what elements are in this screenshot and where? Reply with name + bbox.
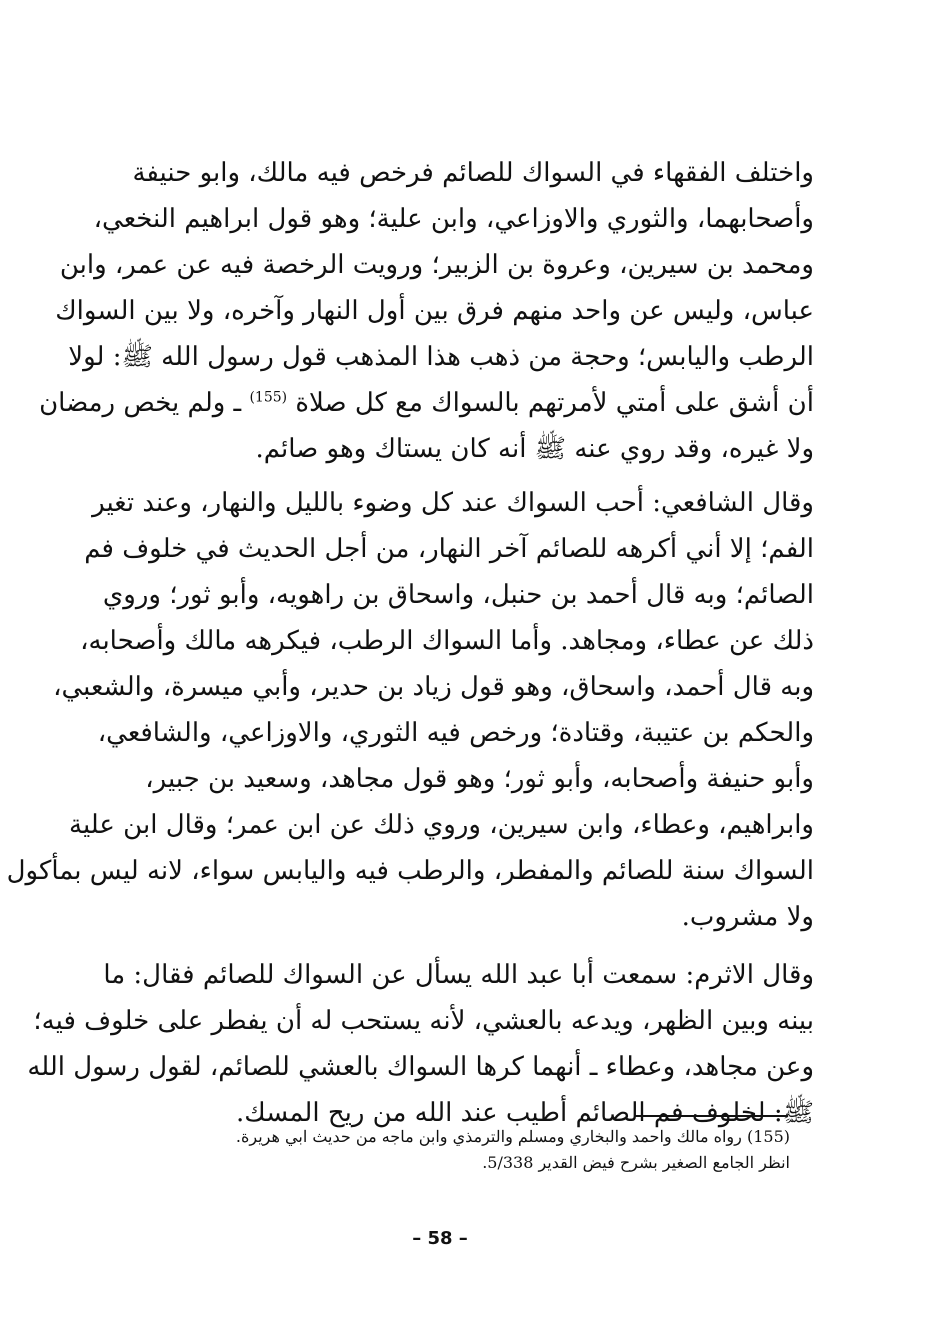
text-line: عباس، وليس عن واحد منهم فرق بين أول النهار وآخره، ولا بين السواك [55,296,814,326]
text-line: الصائم؛ وبه قال أحمد بن حنبل، واسحاق بن راهويه، وأبو ثور؛ وروي [102,580,814,610]
text-line-with-footnote [39,380,814,426]
text-segment: ـ ولم يخص رمضان [39,388,242,418]
footnotes [235,1124,790,1176]
text-line: ولا مشروب. [681,902,814,932]
text-line: وبه قال أحمد، واسحاق، وهو قول زياد بن حدير، وأبي ميسرة، والشعبي، [53,672,814,702]
text-line: وأبو حنيفة وأصحابه، وأبو ثور؛ وهو قول مجاهد، وسعيد بن جبير، [145,764,814,794]
footnote-line: انظر الجامع الصغير بشرح فيض القدير 5/338. [482,1153,790,1172]
text-line: وقال الاثرم: سمعت أبا عبد الله يسأل عن السواك للصائم فقال: ما [103,960,814,990]
text-line: وقال الشافعي: أحب السواك عند كل وضوء بالليل والنهار، وعند تغير [92,488,814,518]
text-line: وأصحابهما، والثوري والاوزاعي، وابن علية؛ وهو قول ابراهيم النخعي، [93,204,814,234]
text-line: الفم؛ إلا أني أكرهه للصائم آخر النهار، من أجل الحديث في خلوف فم [84,534,814,564]
text-line: وعن مجاهد، وعطاء ـ أنهما كرها السواك بالعشي للصائم، لقول رسول الله [27,1052,814,1082]
text-line: الرطب واليابس؛ وحجة من ذهب هذا المذهب قول رسول الله ﷺ: لولا [68,342,814,372]
text-line: ﷺ: لخلوف فم الصائم أطيب عند الله من ريح المسك. [236,1098,814,1128]
footnote-ref: (155) [249,389,288,406]
text-line: والحكم بن عتيبة، وقتادة؛ ورخص فيه الثوري، والاوزاعي، والشافعي، [97,718,814,748]
text-line: وابراهيم، وعطاء، وابن سيرين، وروي ذلك عن ابن عمر؛ وقال ابن علية [69,810,814,840]
text-line: السواك سنة للصائم والمفطر، والرطب فيه واليابس سواء، لانه ليس بمأكول [6,856,814,886]
text-segment: أن أشق على أمتي لأمرتهم بالسواك مع كل صلاة [295,388,814,418]
text-line: ولا غيره، وقد روي عنه ﷺ أنه كان يستاك وهو صائم. [255,434,814,464]
footnote-line: (155) رواه مالك واحمد والبخاري ومسلم والترمذي وابن ماجه من حديث ابي هريرة. [235,1127,790,1146]
text-line: بينه وبين الظهر، ويدعه بالعشي، لأنه يستحب له أن يفطر على خلوف فيه؛ [33,1006,814,1036]
page-number: – 58 – [412,1228,468,1249]
main-text [6,150,814,1136]
paragraph-3 [27,952,814,1136]
text-line: ومحمد بن سيرين، وعروة بن الزبير؛ ورويت الرخصة فيه عن عمر، وابن [59,250,814,280]
footnote-divider [634,1115,788,1117]
text-line: واختلف الفقهاء في السواك للصائم فرخص فيه مالك، وابو حنيفة [132,158,814,188]
paragraph-2 [6,480,814,940]
paragraph-1 [39,150,814,468]
text-line: ذلك عن عطاء، ومجاهد. وأما السواك الرطب، فيكرهه مالك وأصحابه، [80,626,814,656]
